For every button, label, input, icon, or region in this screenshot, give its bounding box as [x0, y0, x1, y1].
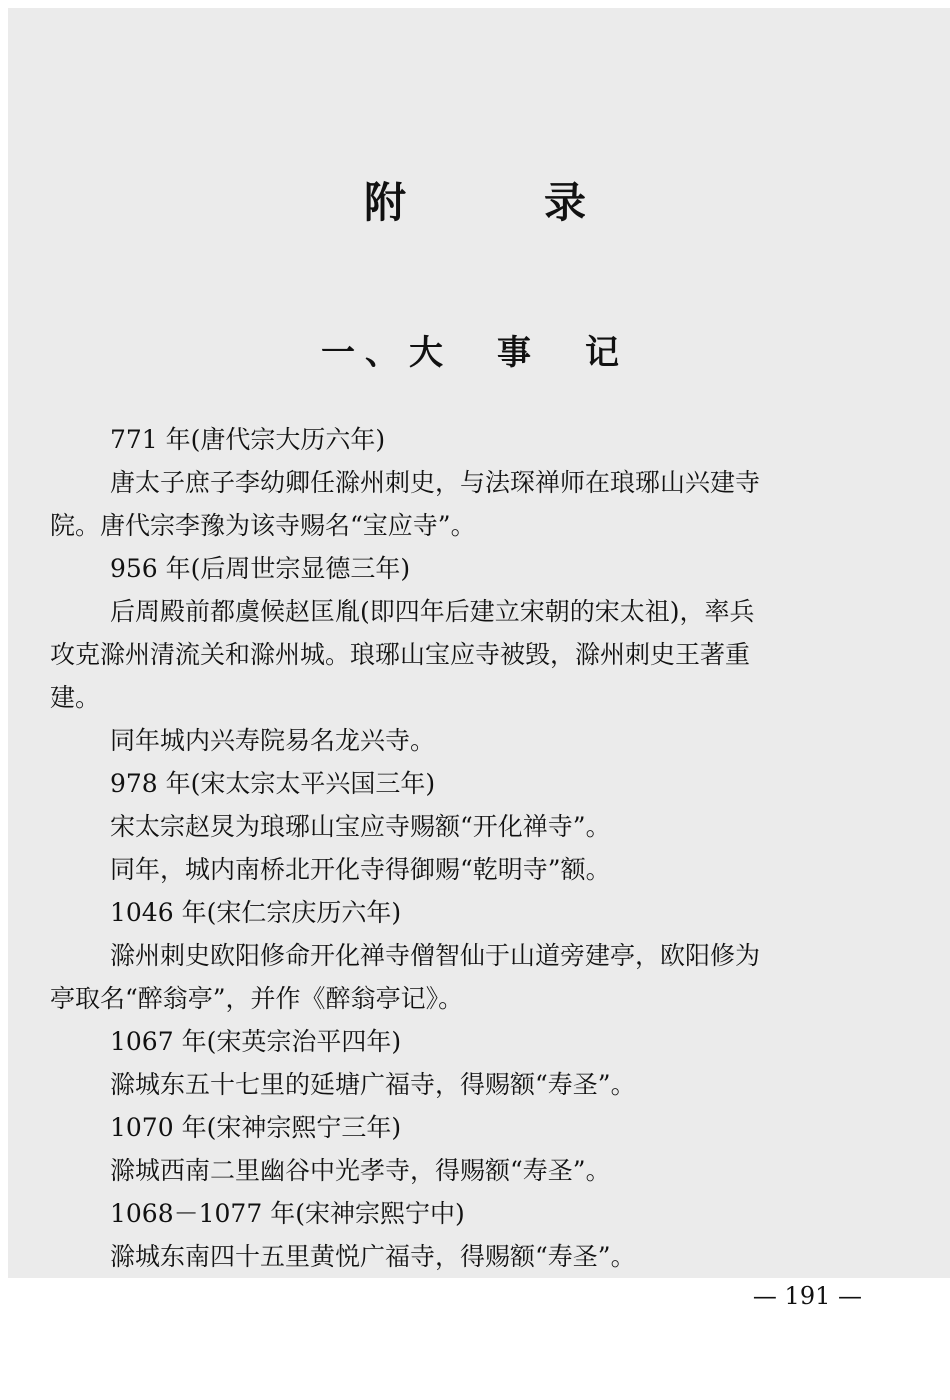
text-line: 滁城东南四十五里黄悦广福寺，得赐额“寿圣”。: [110, 1242, 636, 1271]
text-line: 亭取名“醉翁亭”，并作《醉翁亭记》。: [50, 984, 464, 1013]
text-line: 1067 年(宋英宗治平四年): [110, 1027, 402, 1056]
text-line: 滁州刺史欧阳修命开化禅寺僧智仙于山道旁建亭，欧阳修为: [110, 941, 761, 970]
text-line: 唐太子庶子李幼卿任滁州刺史，与法琛禅师在琅琊山兴建寺: [110, 468, 761, 497]
text-line: 后周殿前都虞候赵匡胤(即四年后建立宋朝的宋太祖)，率兵: [110, 597, 755, 626]
text-line: 同年城内兴寿院易名龙兴寺。: [110, 726, 436, 755]
text-line: 1070 年(宋神宗熙宁三年): [110, 1113, 402, 1142]
text-line: 956 年(后周世宗显德三年): [110, 554, 411, 583]
text-line: 滁城东五十七里的延塘广福寺，得赐额“寿圣”。: [110, 1070, 636, 1099]
page-number: — 191 —: [752, 1282, 862, 1310]
text-line: 同年，城内南桥北开化寺得御赐“乾明寺”额。: [110, 855, 611, 884]
text-line: 宋太宗赵炅为琅琊山宝应寺赐额“开化禅寺”。: [110, 812, 611, 841]
text-line: 978 年(宋太宗太平兴国三年): [110, 769, 436, 798]
text-line: 攻克滁州清流关和滁州城。琅琊山宝应寺被毁，滁州刺史王著重: [50, 640, 751, 669]
section-title: 一、大 事 记: [321, 333, 629, 373]
text-line: 滁城西南二里幽谷中光孝寺，得赐额“寿圣”。: [110, 1156, 611, 1185]
page-title: 附 录: [363, 178, 634, 227]
body-text: [50, 418, 895, 1278]
text-line: 1068－1077 年(宋神宗熙宁中): [110, 1199, 465, 1228]
text-line: 建。: [50, 683, 101, 712]
text-line: 771 年(唐代宗大历六年): [110, 425, 386, 454]
text-line: 1046 年(宋仁宗庆历六年): [110, 898, 402, 927]
text-line: 院。唐代宗李豫为该寺赐名“宝应寺”。: [50, 511, 476, 540]
